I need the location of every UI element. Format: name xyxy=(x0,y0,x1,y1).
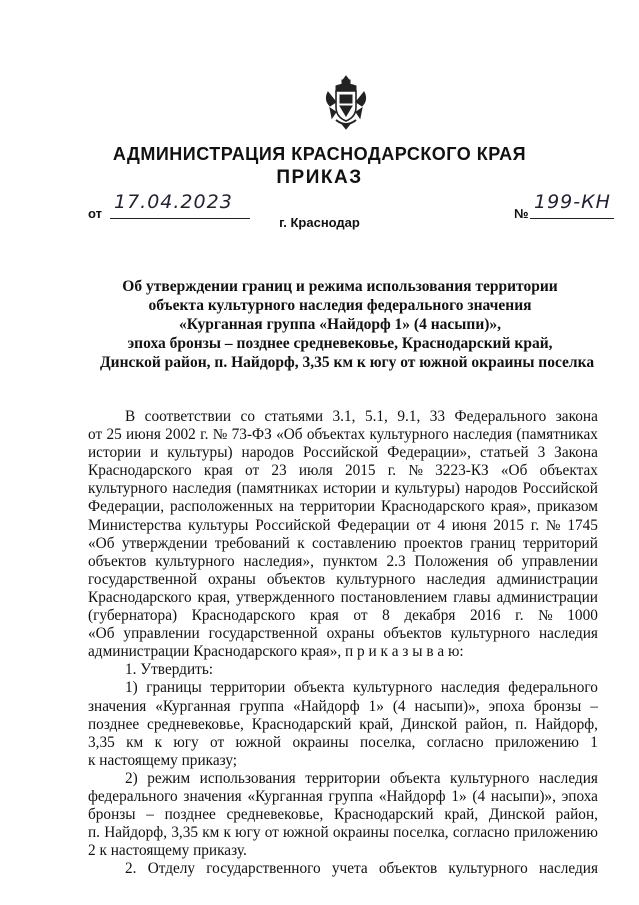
subject-line: Об утверждении границ и режима использования территории xyxy=(122,278,558,295)
body-word: наследия xyxy=(440,679,500,697)
body-word: приложению xyxy=(514,824,598,842)
body-word: статьей xyxy=(479,444,529,462)
body-word: культуры) xyxy=(167,444,233,462)
body-word: Федерации», xyxy=(387,444,471,462)
body-word: группа xyxy=(239,697,284,715)
body-word: декабря xyxy=(404,607,456,625)
body-word: июня xyxy=(126,426,161,444)
document-city: г. Краснодар xyxy=(279,215,360,230)
body-word: Федерального xyxy=(454,408,547,425)
body-word: государственной xyxy=(88,570,198,588)
body-word: позднее xyxy=(88,715,140,733)
body-word: со xyxy=(240,408,255,425)
body-word: приказом xyxy=(536,498,598,516)
body-word: позднее xyxy=(164,806,216,824)
body-word: утвержденного xyxy=(236,588,335,606)
body-word: Краснодарский xyxy=(251,715,352,733)
body-word: 4 xyxy=(437,516,445,534)
body-word: статьями xyxy=(264,408,324,425)
body-word: – xyxy=(590,697,598,715)
body-word: средневековье, xyxy=(147,715,244,733)
body-word: к xyxy=(154,733,162,751)
body-word: культурного xyxy=(448,860,528,878)
body-word: значения xyxy=(88,697,147,715)
body-line xyxy=(88,788,598,806)
body-word: согласно xyxy=(452,824,510,842)
body-word: культурного xyxy=(88,480,168,498)
body-word: южной xyxy=(283,824,329,842)
body-word: управлении xyxy=(123,625,200,643)
body-word: г. xyxy=(530,516,540,534)
body-word: использования xyxy=(199,769,296,787)
body-word: (памятниках xyxy=(516,426,598,444)
body-line xyxy=(88,661,598,679)
body-word: п. xyxy=(515,715,528,733)
body-word: наследия xyxy=(426,570,486,588)
body-word: объектов xyxy=(383,625,442,643)
body-word: 9.1, xyxy=(397,408,421,425)
body-word: район, xyxy=(555,806,598,824)
body-word: объектов xyxy=(266,570,326,588)
body-word: требований xyxy=(214,534,290,552)
body-word: 5.1, xyxy=(364,408,388,425)
body-word: и xyxy=(381,480,390,498)
body-word: культурного xyxy=(450,769,530,787)
body-word: поселка, xyxy=(393,824,449,842)
body-word: 33 xyxy=(429,408,446,425)
body-word: от xyxy=(210,733,225,751)
body-word: 8 xyxy=(382,607,390,625)
body-word: насыпи)», xyxy=(490,787,556,805)
body-word: наследия», xyxy=(243,552,314,570)
body-word: территории xyxy=(210,679,286,697)
body-word: Краснодарского xyxy=(191,607,296,625)
body-word: эпоха xyxy=(488,697,525,715)
body-word: расположенных xyxy=(169,498,274,516)
document-subject xyxy=(100,277,595,372)
body-word: край, xyxy=(444,806,479,824)
body-word: край, xyxy=(359,715,394,733)
body-word: управлении xyxy=(521,552,598,570)
body-line xyxy=(88,643,598,661)
body-word: «Курганная xyxy=(155,697,231,715)
body-word: группа xyxy=(328,787,374,805)
body-word: охраны xyxy=(208,570,256,588)
body-word: 2016 xyxy=(469,607,501,625)
body-line xyxy=(88,679,598,697)
body-word: объекта xyxy=(293,679,345,697)
body-word: № xyxy=(212,426,228,444)
body-word: Краснодарский xyxy=(333,806,434,824)
body-word: км xyxy=(202,824,220,842)
body-word: 2.3 xyxy=(386,552,406,570)
body-word: территории xyxy=(305,769,381,787)
body-word: 3.1, xyxy=(332,408,356,425)
body-word: г. xyxy=(515,607,524,625)
organization-title: АДМИНИСТРАЦИЯ КРАСНОДАРСКОГО КРАЯ xyxy=(112,144,527,164)
body-word: насыпи)», xyxy=(414,697,480,715)
body-line xyxy=(88,462,598,480)
body-word: от xyxy=(88,426,103,444)
body-word: от xyxy=(416,516,431,534)
body-word: Динской xyxy=(401,715,458,733)
body-line xyxy=(88,806,598,824)
body-word: 23 xyxy=(271,462,287,480)
body-word: Краснодарского xyxy=(381,498,485,516)
body-word: 1000 xyxy=(567,607,598,625)
body-word: границы xyxy=(146,679,202,697)
body-word: истории xyxy=(323,480,377,498)
body-text: к настоящему приказу; xyxy=(88,751,238,769)
body-word: и xyxy=(150,444,159,462)
body-word: границ xyxy=(470,534,516,552)
body-word: Федерации, xyxy=(88,498,165,516)
body-word: составлению xyxy=(311,534,397,552)
body-line xyxy=(88,571,598,589)
body-word: края xyxy=(309,607,339,625)
body-word: главы xyxy=(453,588,491,606)
body-word: южной xyxy=(235,733,282,751)
body-line xyxy=(88,480,598,498)
body-word: федерального xyxy=(88,787,178,805)
document-date: 17.04.2023 xyxy=(114,191,233,213)
body-word: наследия xyxy=(538,625,598,643)
body-word: объектах xyxy=(539,462,598,480)
body-word: постановлением xyxy=(340,588,448,606)
body-word: объектов xyxy=(88,552,147,570)
body-line xyxy=(88,517,598,535)
body-word: Российской xyxy=(522,480,598,498)
body-word: окраины xyxy=(332,824,390,842)
body-word: окраины xyxy=(292,733,349,751)
body-word: на xyxy=(279,498,295,516)
body-word: Краснодарского xyxy=(88,462,192,480)
body-word: наследия xyxy=(453,426,513,444)
body-word: «Об xyxy=(276,426,303,444)
body-word: 1» xyxy=(368,697,384,715)
body-word: пунктом xyxy=(322,552,378,570)
body-word: народов xyxy=(241,444,295,462)
body-line xyxy=(88,716,598,734)
body-word: территорий xyxy=(522,534,598,552)
body-word: закона xyxy=(555,408,598,425)
body-word: 3,35 xyxy=(171,824,199,842)
body-line xyxy=(88,752,598,770)
body-word: охраны xyxy=(326,625,375,643)
body-word: утверждении xyxy=(121,534,208,552)
body-word: от xyxy=(264,824,279,842)
body-word: наследия xyxy=(172,480,232,498)
body-word: государственного xyxy=(206,860,321,878)
body-word: согласно xyxy=(426,733,484,751)
body-word: 1745 xyxy=(567,516,598,534)
body-word: 2) xyxy=(125,769,138,787)
body-word: учета xyxy=(331,860,368,878)
body-word: проектов xyxy=(403,534,463,552)
document-type: ПРИКАЗ xyxy=(276,167,363,188)
krasnodar-krai-coat-of-arms-icon xyxy=(322,74,370,130)
body-word: (памятниках xyxy=(236,480,319,498)
body-text: 1. Утвердить: xyxy=(125,661,214,679)
date-label: от xyxy=(88,206,102,221)
body-line xyxy=(88,444,598,462)
body-word: режим xyxy=(147,769,191,787)
body-word: от xyxy=(245,462,260,480)
body-word: – xyxy=(146,806,154,824)
body-word: значения xyxy=(183,787,242,805)
body-word: Положения xyxy=(414,552,489,570)
body-line xyxy=(88,553,598,571)
body-word: июня xyxy=(451,516,487,534)
body-word: Закона xyxy=(554,444,598,462)
body-word: югу xyxy=(235,824,261,842)
body-word: 2. xyxy=(125,860,137,878)
body-word: Министерства xyxy=(88,516,182,534)
body-word: культурного xyxy=(155,552,235,570)
body-word: бронзы xyxy=(533,697,582,715)
body-word: средневековье, xyxy=(226,806,324,824)
body-word: 3 xyxy=(537,444,546,462)
body-word: администрации xyxy=(496,588,598,606)
body-word: Динской xyxy=(488,806,545,824)
body-line xyxy=(88,770,598,788)
body-word: федерального xyxy=(508,679,598,697)
body-word: бронзы xyxy=(88,806,136,824)
body-word: (4 xyxy=(472,787,486,805)
body-word: культурного xyxy=(336,570,416,588)
body-word: наследия xyxy=(538,769,598,787)
body-word: № xyxy=(545,516,561,534)
body-word: истории xyxy=(88,444,142,462)
body-word: 1» xyxy=(451,787,467,805)
body-word: (губернатора) xyxy=(88,607,178,625)
body-word: края, xyxy=(197,588,231,606)
body-word: июля xyxy=(298,462,333,480)
body-word: Найдорф, xyxy=(535,715,598,733)
body-word: культурного xyxy=(352,679,433,697)
body-line xyxy=(88,535,598,553)
body-word: края xyxy=(203,462,233,480)
body-word: об xyxy=(497,552,513,570)
body-line xyxy=(88,426,598,444)
body-word: 1) xyxy=(125,679,138,697)
body-word: Краснодарского xyxy=(88,588,192,606)
body-word: территории xyxy=(300,498,376,516)
body-line xyxy=(88,607,598,625)
number-label: № xyxy=(514,206,529,221)
body-word: Федерации xyxy=(337,516,410,534)
body-word: культурного xyxy=(369,426,449,444)
body-line xyxy=(88,498,598,516)
body-word: народов xyxy=(465,480,518,498)
body-word: № xyxy=(538,607,553,625)
body-line xyxy=(88,698,598,716)
body-word: г. xyxy=(387,462,397,480)
body-word: Отделу xyxy=(147,860,196,878)
body-word: 73-ФЗ xyxy=(231,426,272,444)
body-word: края», xyxy=(490,498,532,516)
subject-line: Динской район, п. Найдорф, 3,35 км к югу от южной окраины поселка xyxy=(100,354,595,371)
body-word: приложению xyxy=(495,733,579,751)
body-line xyxy=(88,589,598,607)
body-word: к xyxy=(297,534,305,552)
body-word: наследия xyxy=(539,860,598,878)
body-word: «Об xyxy=(88,625,115,643)
body-word: (4 xyxy=(392,697,406,715)
body-word: государственной xyxy=(208,625,318,643)
body-word: Российской xyxy=(302,444,379,462)
body-line xyxy=(88,842,598,860)
body-word: поселка, xyxy=(359,733,416,751)
body-line xyxy=(88,860,598,878)
body-line xyxy=(88,408,598,426)
body-word: 2015 xyxy=(344,462,376,480)
body-word: «Курганная xyxy=(247,787,323,805)
body-word: 2015 xyxy=(493,516,524,534)
body-word: соответствии xyxy=(144,408,232,425)
subject-line: объекта культурного наследия федерального значения xyxy=(148,297,532,314)
body-word: 2002 xyxy=(165,426,196,444)
body-word: культуры xyxy=(188,516,249,534)
body-word: «Найдорф xyxy=(292,697,360,715)
body-word: от xyxy=(353,607,368,625)
body-word: «Об xyxy=(500,462,528,480)
body-word: № xyxy=(408,462,423,480)
body-word: югу xyxy=(173,733,199,751)
body-text: администрации Краснодарского края», п р и к а з ы в а ю: xyxy=(88,643,464,661)
body-line xyxy=(88,824,598,842)
body-word: объектов xyxy=(378,860,438,878)
body-line xyxy=(88,734,598,752)
body-word: культуры) xyxy=(394,480,460,498)
body-word: объектах xyxy=(306,426,366,444)
body-word: администрации xyxy=(496,570,598,588)
body-word: Российской xyxy=(255,516,331,534)
body-word: п. xyxy=(88,824,101,842)
body-word: Найдорф, xyxy=(104,824,168,842)
body-word: эпоха xyxy=(561,787,598,805)
body-text: 2 к настоящему приказу. xyxy=(88,842,247,860)
body-line xyxy=(88,625,598,643)
body-word: г. xyxy=(200,426,209,444)
body-word: 3223-КЗ xyxy=(435,462,489,480)
body-word: объекта xyxy=(389,769,441,787)
subject-line: эпоха бронзы – позднее средневековье, Краснодарский край, xyxy=(127,335,553,352)
document-number: 199-КН xyxy=(534,191,611,213)
body-word: В xyxy=(125,408,136,425)
subject-line: «Курганная группа «Найдорф 1» (4 насыпи)», xyxy=(178,316,502,333)
body-word: к xyxy=(223,824,231,842)
body-word: 3,35 xyxy=(88,733,115,751)
body-word: «Найдорф xyxy=(378,787,446,805)
body-word: км xyxy=(126,733,144,751)
body-word: 1 xyxy=(590,733,598,751)
body-word: 25 xyxy=(106,426,122,444)
body-word: культурного xyxy=(450,625,531,643)
body-word: район, xyxy=(465,715,508,733)
document-body xyxy=(88,408,598,878)
body-word: «Об xyxy=(88,534,115,552)
